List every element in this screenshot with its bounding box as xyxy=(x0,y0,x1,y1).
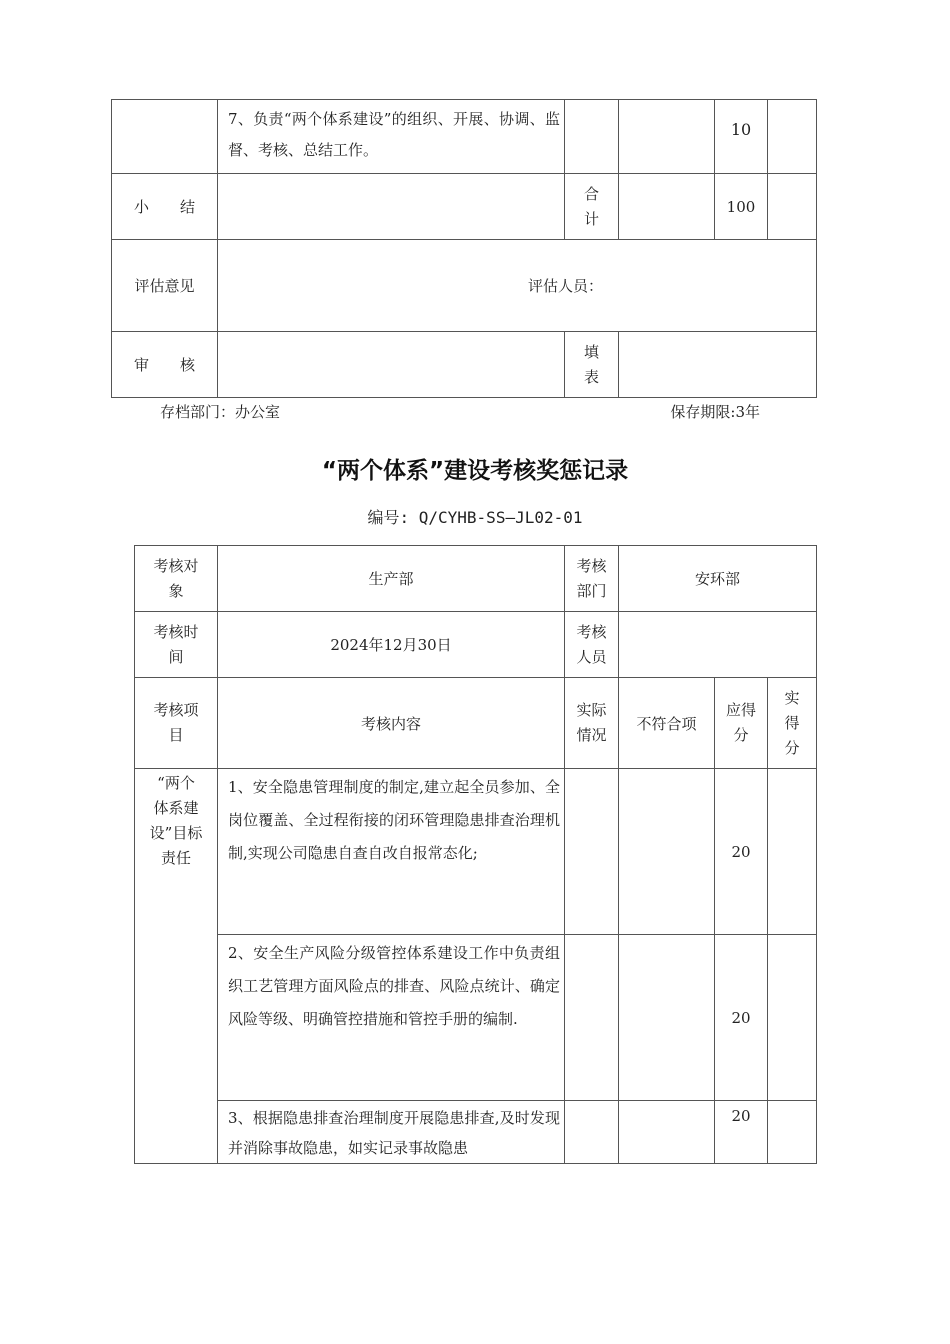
row-3-content: 3、根据隐患排查治理制度开展隐患排查,及时发现并消除事故隐患，如实记录事故隐患 xyxy=(218,1101,565,1164)
dept-value: 安环部 xyxy=(619,546,817,612)
table-row xyxy=(112,100,817,174)
summary-row xyxy=(112,174,817,240)
category-cell: “两个 体系建 设”目标 责任 xyxy=(135,769,218,1164)
target-row xyxy=(135,546,817,612)
row-3-actual xyxy=(565,1101,619,1164)
person-value xyxy=(619,612,817,678)
row-1-content: 1、安全隐患管理制度的制定,建立起全员参加、全岗位覆盖、全过程衔接的闭环管理隐患排查治理机制,实现公司隐患自查自改自报常态化; xyxy=(218,769,565,935)
header-row xyxy=(135,678,817,769)
evaluation-row xyxy=(112,240,817,332)
got-score-cell xyxy=(768,100,817,174)
total-got xyxy=(768,174,817,240)
assessment-table-continued xyxy=(111,99,817,398)
row-3-score: 20 xyxy=(715,1101,768,1164)
review-label: 审 核 xyxy=(112,332,218,398)
retention-period: 保存期限:3年 xyxy=(670,403,760,421)
row-3-got xyxy=(768,1101,817,1164)
row-2-got xyxy=(768,935,817,1101)
table-row xyxy=(135,935,817,1101)
row-2-score: 20 xyxy=(715,935,768,1101)
total-blank xyxy=(619,174,715,240)
row-1-nonconform xyxy=(619,769,715,935)
document-code: 编号: Q/CYHB-SS—JL02-01 xyxy=(367,508,583,527)
target-label: 考核对 象 xyxy=(135,546,218,612)
header-got-score: 实 得 分 xyxy=(768,678,817,769)
summary-label: 小 结 xyxy=(112,174,218,240)
table-row xyxy=(135,1101,817,1164)
header-actual: 实际 情况 xyxy=(565,678,619,769)
row-1-score: 20 xyxy=(715,769,768,935)
target-value: 生产部 xyxy=(218,546,565,612)
evaluation-content xyxy=(218,240,817,332)
row-3-nonconform xyxy=(619,1101,715,1164)
row-2-content: 2、安全生产风险分级管控体系建设工作中负责组织工艺管理方面风险点的排查、风险点统计、确定风险等级、明确管控措施和管控手册的编制. xyxy=(218,935,565,1101)
total-score: 100 xyxy=(715,174,768,240)
document-title: “两个体系”建设考核奖惩记录 xyxy=(321,458,629,484)
dept-label: 考核 部门 xyxy=(565,546,619,612)
table-row xyxy=(135,769,817,935)
category-cell xyxy=(112,100,218,174)
header-nonconform: 不符合项 xyxy=(619,678,715,769)
nonconform-cell xyxy=(619,100,715,174)
review-row xyxy=(112,332,817,398)
row-1-actual xyxy=(565,769,619,935)
person-label: 考核 人员 xyxy=(565,612,619,678)
row-1-got xyxy=(768,769,817,935)
archive-footer xyxy=(160,401,760,422)
header-due-score: 应得 分 xyxy=(715,678,768,769)
evaluator-label: 评估人员： xyxy=(528,277,604,295)
time-value: 2024年12月30日 xyxy=(218,612,565,678)
time-row xyxy=(135,612,817,678)
item-7-score: 10 xyxy=(715,100,768,174)
item-7-content: 7、负责“两个体系建设”的组织、开展、协调、监督、考核、总结工作。 xyxy=(218,100,565,174)
actual-cell xyxy=(565,100,619,174)
review-content xyxy=(218,332,565,398)
row-2-nonconform xyxy=(619,935,715,1101)
summary-content xyxy=(218,174,565,240)
evaluation-label: 评估意见 xyxy=(112,240,218,332)
fill-label: 填 表 xyxy=(565,332,619,398)
row-2-actual xyxy=(565,935,619,1101)
time-label: 考核时 间 xyxy=(135,612,218,678)
header-item: 考核项 目 xyxy=(135,678,218,769)
total-label: 合 计 xyxy=(565,174,619,240)
fill-content xyxy=(619,332,817,398)
header-content: 考核内容 xyxy=(218,678,565,769)
archive-dept: 存档部门：办公室 xyxy=(160,403,281,421)
assessment-record-table xyxy=(134,545,817,1164)
